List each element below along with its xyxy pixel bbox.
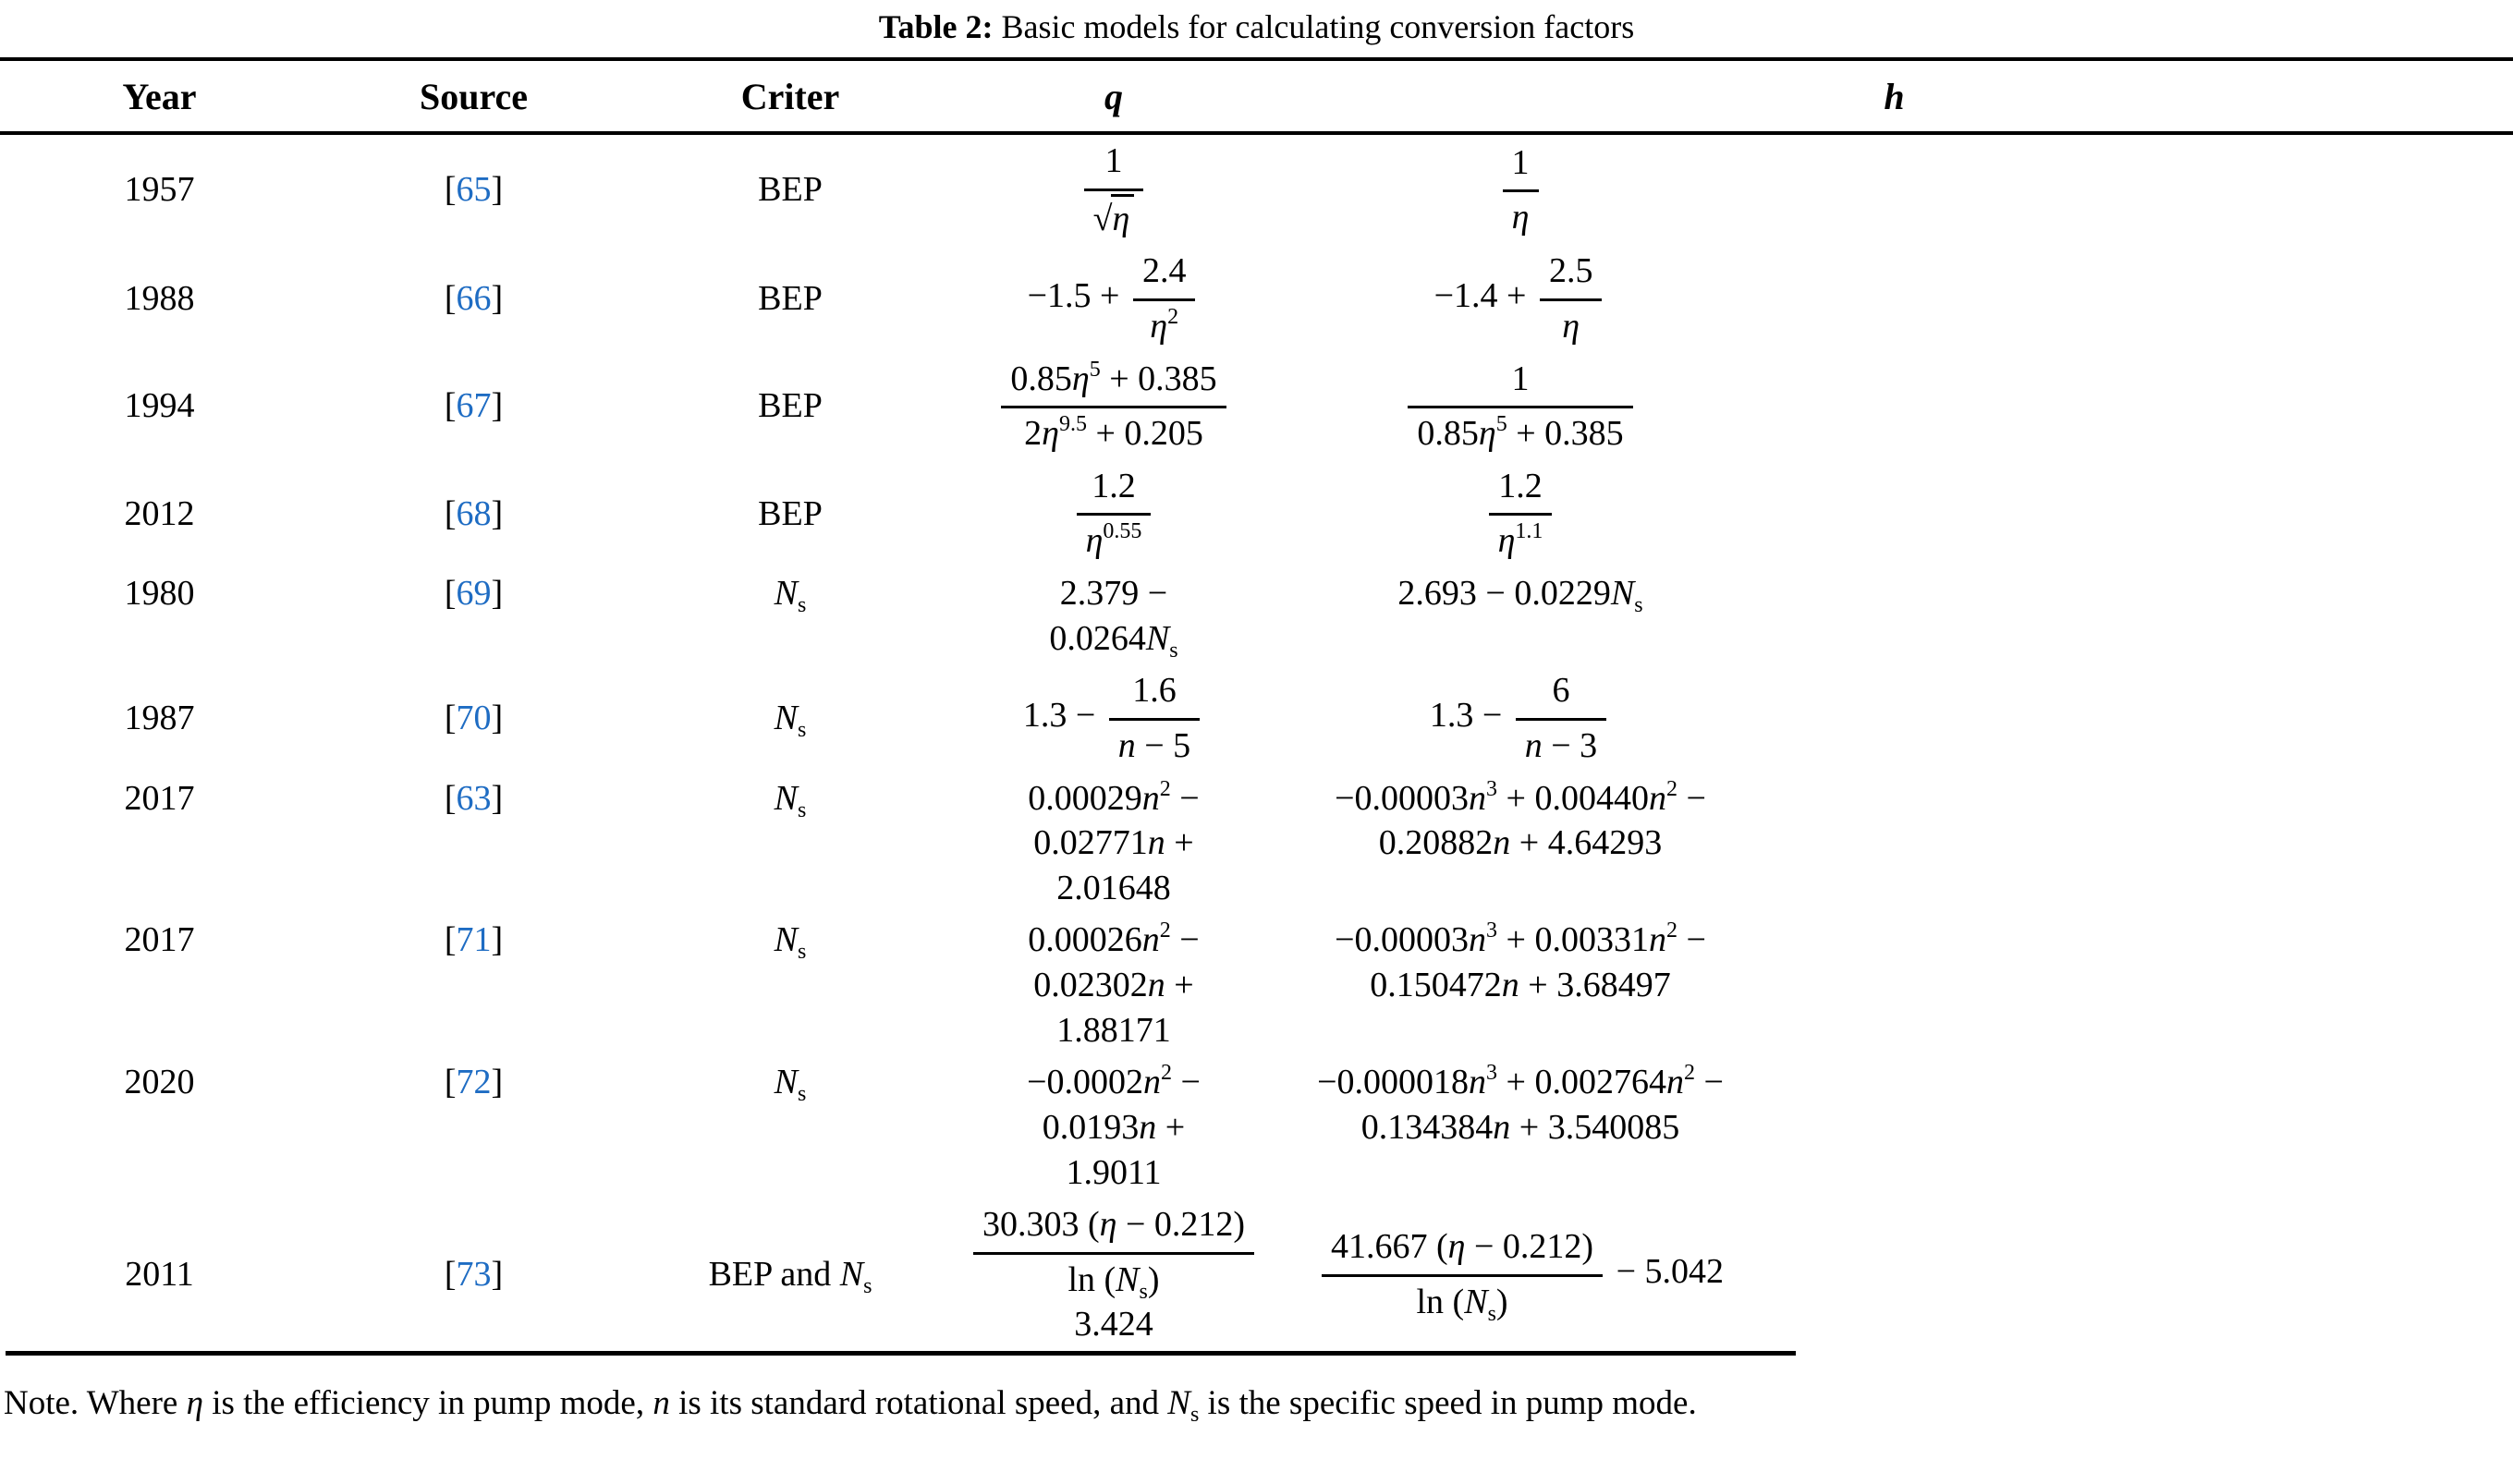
formula-line: 0.02771n + bbox=[1033, 823, 1194, 863]
fraction-numerator: 30.303 (η − 0.212) bbox=[982, 1205, 1246, 1245]
radicand bbox=[1111, 194, 1135, 242]
math-superscript: 1.1 bbox=[1515, 519, 1543, 544]
table-row bbox=[0, 353, 2513, 460]
fraction-numerator: 1.2 bbox=[1498, 466, 1543, 505]
year-cell: 1994 bbox=[124, 386, 195, 426]
formula-line bbox=[952, 357, 1275, 456]
source-cell bbox=[319, 776, 628, 821]
formula-line: $0.00026n^2$ − bbox=[1028, 918, 1200, 960]
fraction-numerator: 1 bbox=[1511, 142, 1530, 182]
math-superscript: 2 bbox=[1167, 304, 1179, 329]
math-variable: N bbox=[1464, 1283, 1488, 1322]
year-cell: 1987 bbox=[124, 699, 195, 738]
citation-bracket: [ bbox=[444, 493, 457, 533]
q-formula-cell bbox=[952, 571, 1275, 661]
fraction-numerator: 1 bbox=[1511, 359, 1530, 398]
math-superscript: 2 bbox=[1159, 918, 1171, 943]
formula-line bbox=[952, 464, 1275, 564]
h-formula-cell bbox=[1275, 464, 1765, 564]
fraction-denominator bbox=[1133, 298, 1196, 349]
math-variable: N bbox=[774, 574, 798, 613]
math-variable: η bbox=[1085, 521, 1104, 561]
year-cell: 1980 bbox=[124, 574, 195, 613]
math-subscript: s bbox=[1487, 1302, 1496, 1327]
formula-line: 0.134384n + 3.540085 bbox=[1360, 1107, 1680, 1147]
formula-line bbox=[952, 139, 1275, 241]
formula-line: −1.5 + $\frac{2.4}{\eta^2}$ bbox=[952, 249, 1275, 348]
math-variable: N bbox=[1116, 1259, 1140, 1299]
citation-link[interactable]: 67 bbox=[456, 386, 492, 426]
citation-bracket: ] bbox=[491, 1255, 504, 1295]
q-formula-cell bbox=[952, 1202, 1275, 1347]
h-formula-cell bbox=[1275, 140, 1765, 240]
math-subscript: s bbox=[1139, 1279, 1148, 1304]
math-variable: n bbox=[1469, 920, 1487, 960]
math-superscript: 5 bbox=[1089, 357, 1101, 382]
h-formula-cell bbox=[1275, 571, 1765, 616]
formula-line: $0.0264N_s$ bbox=[1049, 618, 1178, 663]
math-subscript: s bbox=[798, 1082, 807, 1107]
fraction-numerator: 2.4 bbox=[1141, 251, 1187, 291]
year-cell: 2017 bbox=[124, 920, 195, 960]
fraction-denominator bbox=[1503, 189, 1539, 240]
math-fraction bbox=[1077, 464, 1152, 564]
math-variable: η bbox=[1099, 1205, 1117, 1245]
math-sqrt bbox=[1093, 200, 1135, 238]
formula-line: $\frac{41.667 (\eta - 0.212)}{\ln (N_s)}$ − 5.042 bbox=[1275, 1224, 1765, 1324]
math-variable: n bbox=[1469, 778, 1487, 818]
citation-bracket: [ bbox=[444, 920, 457, 960]
math-variable: η bbox=[1150, 306, 1168, 346]
table-caption-text: Basic models for calculating conversion factors bbox=[993, 8, 1635, 45]
math-variable: η bbox=[186, 1384, 203, 1422]
math-subscript: s bbox=[798, 797, 807, 822]
math-superscript: 5 bbox=[1495, 412, 1507, 437]
math-variable: n bbox=[1648, 920, 1666, 960]
math-superscript: 3 bbox=[1486, 776, 1498, 801]
math-variable: N bbox=[774, 920, 798, 960]
math-superscript: 2 bbox=[1665, 776, 1677, 801]
fraction-denominator bbox=[1084, 189, 1144, 242]
table-row bbox=[0, 460, 2513, 567]
criter-cell bbox=[628, 571, 952, 616]
citation-link[interactable]: 66 bbox=[456, 279, 492, 319]
fraction-numerator: 1.6 bbox=[1132, 671, 1177, 711]
fraction-numerator: 1 bbox=[1104, 141, 1123, 180]
math-subscript: s bbox=[1189, 1403, 1200, 1427]
citation-link[interactable]: 71 bbox=[456, 920, 492, 960]
math-variable: N bbox=[839, 1255, 864, 1295]
formula-line: 1.9011 bbox=[1066, 1152, 1162, 1192]
citation-link[interactable]: 69 bbox=[456, 574, 492, 613]
math-fraction bbox=[1503, 140, 1539, 240]
h-formula-cell bbox=[1275, 357, 1765, 456]
formula-line: −1.4 + $\frac{2.5}{\eta}$ bbox=[1275, 249, 1765, 348]
formula-line bbox=[1275, 140, 1765, 240]
citation-bracket: ] bbox=[491, 279, 504, 319]
year-cell: 1988 bbox=[124, 279, 195, 319]
math-fraction bbox=[973, 1202, 1254, 1302]
source-cell bbox=[319, 383, 628, 429]
citation-bracket: [ bbox=[444, 1063, 457, 1102]
math-variable: n bbox=[1493, 1107, 1511, 1147]
math-variable: n bbox=[1665, 1063, 1684, 1102]
criter-cell: BEP bbox=[758, 386, 823, 426]
math-superscript: 3 bbox=[1486, 1061, 1498, 1086]
year-cell: 2012 bbox=[124, 493, 195, 533]
criter-cell: BEP bbox=[758, 279, 823, 319]
year-cell: 2017 bbox=[124, 778, 195, 818]
math-fraction bbox=[1001, 357, 1226, 456]
table-row bbox=[0, 1198, 2513, 1351]
formula-line: $0.00029n^2$ − bbox=[1028, 776, 1200, 818]
table-row bbox=[0, 567, 2513, 664]
math-variable: η bbox=[1447, 1227, 1466, 1267]
table-row bbox=[0, 914, 2513, 1056]
criter-cell bbox=[628, 1060, 952, 1105]
column-header-year: Year bbox=[122, 75, 197, 117]
math-superscript: 0.55 bbox=[1103, 519, 1142, 544]
math-variable: n bbox=[1147, 966, 1165, 1004]
source-cell bbox=[319, 492, 628, 537]
math-variable: n bbox=[1524, 725, 1543, 765]
table-row bbox=[0, 245, 2513, 352]
formula-line: 0.02302n + bbox=[1033, 966, 1194, 1004]
math-variable: η bbox=[1497, 521, 1516, 561]
fraction-denominator: $0.85\eta^5 + 0.385$ bbox=[1408, 406, 1632, 456]
fraction-denominator bbox=[1540, 298, 1603, 349]
citation-bracket: ] bbox=[491, 778, 504, 818]
math-fraction bbox=[1133, 249, 1196, 348]
citation-bracket: ] bbox=[491, 170, 504, 210]
citation-bracket: [ bbox=[444, 574, 457, 613]
math-variable: η bbox=[1562, 306, 1580, 346]
math-fraction bbox=[1540, 249, 1603, 348]
citation-link[interactable]: 65 bbox=[456, 170, 492, 210]
h-formula-cell bbox=[1275, 1224, 1765, 1327]
formula-line: 2.01648 bbox=[1056, 868, 1171, 907]
math-variable: n bbox=[1117, 725, 1136, 765]
q-formula-cell bbox=[952, 357, 1275, 456]
formula-line: $-0.00003n^3 + 0.00440n^2$ − bbox=[1335, 776, 1706, 818]
math-fraction bbox=[1408, 357, 1632, 456]
math-superscript: 2 bbox=[1665, 918, 1677, 943]
math-superscript: 3 bbox=[1486, 918, 1498, 943]
citation-bracket: [ bbox=[444, 386, 457, 426]
math-variable: n bbox=[653, 1384, 670, 1422]
criter-cell: BEP bbox=[758, 493, 823, 533]
fraction-denominator bbox=[1077, 513, 1152, 564]
formula-line bbox=[1275, 464, 1765, 564]
formula-line: 0.150472n + 3.68497 bbox=[1370, 966, 1671, 1004]
column-header-q: q bbox=[1104, 75, 1123, 117]
formula-line bbox=[1275, 357, 1765, 456]
fraction-numerator: 6 bbox=[1552, 671, 1570, 711]
math-fraction bbox=[1322, 1224, 1603, 1327]
citation-bracket: ] bbox=[491, 493, 504, 533]
formula-line: 0.20882n + 4.64293 bbox=[1378, 823, 1663, 863]
source-cell bbox=[319, 571, 628, 616]
year-cell: 2020 bbox=[124, 1063, 195, 1102]
citation-bracket: [ bbox=[444, 279, 457, 319]
formula-line: 1.88171 bbox=[1056, 1010, 1171, 1050]
criter-cell: BEP bbox=[758, 170, 823, 210]
math-variable: η bbox=[1071, 359, 1090, 398]
math-variable: n bbox=[1141, 778, 1160, 818]
table-caption bbox=[0, 0, 2513, 57]
math-variable: N bbox=[1610, 574, 1635, 613]
math-superscript: 9.5 bbox=[1058, 412, 1087, 437]
q-formula-cell bbox=[952, 918, 1275, 1052]
q-formula-cell bbox=[952, 776, 1275, 911]
source-cell bbox=[319, 1252, 628, 1297]
math-subscript: s bbox=[1634, 593, 1643, 617]
fraction-numerator: $0.85\eta^5 + 0.385$ bbox=[1010, 357, 1217, 398]
fraction-numerator: 2.5 bbox=[1548, 251, 1593, 291]
table-row bbox=[0, 772, 2513, 915]
citation-link[interactable]: 70 bbox=[456, 699, 492, 738]
fraction-denominator: $\ln (N_s)$ bbox=[1322, 1274, 1603, 1325]
column-header-h: h bbox=[1884, 75, 1905, 117]
math-fraction bbox=[1109, 668, 1200, 768]
math-subscript: s bbox=[798, 718, 807, 743]
q-formula-cell bbox=[952, 668, 1275, 768]
table-row bbox=[0, 1056, 2513, 1198]
formula-line: 1.3 − $\frac{1.6}{n - 5}$ bbox=[952, 668, 1275, 768]
formula-line: 0.0193n + bbox=[1042, 1107, 1186, 1147]
math-fraction bbox=[1516, 668, 1606, 768]
column-header-source: Source bbox=[419, 75, 529, 117]
math-variable: N bbox=[1167, 1384, 1190, 1422]
citation-link[interactable]: 72 bbox=[456, 1063, 492, 1102]
math-variable: N bbox=[1145, 618, 1170, 658]
fraction-denominator: n − 3 bbox=[1516, 718, 1606, 769]
table-caption-label: Table 2: bbox=[878, 8, 994, 45]
math-variable: N bbox=[774, 1063, 798, 1102]
table-body bbox=[0, 135, 2513, 1351]
math-subscript: s bbox=[863, 1274, 872, 1299]
column-header-criter: Criter bbox=[740, 75, 840, 117]
formula-line: 3.424 bbox=[1074, 1305, 1153, 1344]
radical-sign: √ bbox=[1092, 199, 1113, 238]
citation-link[interactable]: 63 bbox=[456, 778, 492, 818]
table-row bbox=[0, 664, 2513, 772]
citation-link[interactable]: 68 bbox=[456, 493, 492, 533]
math-fraction bbox=[1084, 139, 1144, 241]
q-formula-cell bbox=[952, 249, 1275, 348]
math-variable: η bbox=[1042, 414, 1059, 454]
q-formula-cell bbox=[952, 1060, 1275, 1195]
math-variable: n bbox=[1501, 966, 1519, 1004]
math-variable: n bbox=[1141, 920, 1160, 960]
criter-cell bbox=[628, 696, 952, 741]
table-header-row bbox=[0, 61, 2513, 131]
math-variable: n bbox=[1469, 1063, 1487, 1102]
formula-line: 1.3 − $\frac{6}{n - 3}$ bbox=[1275, 668, 1765, 768]
table-bottom-rule bbox=[6, 1351, 1796, 1356]
source-cell bbox=[319, 696, 628, 741]
fraction-denominator: n − 5 bbox=[1109, 718, 1200, 769]
citation-bracket: ] bbox=[491, 574, 504, 613]
math-superscript: 2 bbox=[1161, 1061, 1172, 1086]
math-variable: N bbox=[774, 778, 798, 818]
source-cell bbox=[319, 918, 628, 963]
math-variable: n bbox=[1139, 1107, 1157, 1147]
source-cell bbox=[319, 167, 628, 213]
math-variable: n bbox=[1493, 823, 1511, 863]
citation-link[interactable]: 73 bbox=[456, 1255, 492, 1295]
citation-bracket: ] bbox=[491, 386, 504, 426]
h-formula-cell bbox=[1275, 776, 1765, 866]
math-superscript: 2 bbox=[1159, 776, 1171, 801]
math-subscript: s bbox=[1169, 638, 1178, 663]
math-subscript: s bbox=[798, 593, 807, 617]
criter-cell bbox=[628, 918, 952, 963]
criter-cell: BEP and $N_s$ bbox=[708, 1255, 872, 1299]
source-cell bbox=[319, 1060, 628, 1105]
formula-line: $-0.0002n^2$ − bbox=[1027, 1061, 1201, 1102]
formula-line: $-0.00003n^3 + 0.00331n^2$ − bbox=[1335, 918, 1706, 960]
q-formula-cell bbox=[952, 139, 1275, 241]
fraction-denominator bbox=[1489, 513, 1553, 564]
formula-line: $2.693 - 0.0229N_s$ bbox=[1397, 574, 1643, 617]
citation-bracket: ] bbox=[491, 920, 504, 960]
citation-bracket: [ bbox=[444, 699, 457, 738]
year-cell: 2011 bbox=[125, 1255, 194, 1295]
math-variable: η bbox=[1511, 198, 1530, 237]
fraction-denominator: $2\eta^{9.5} + 0.205$ bbox=[1001, 406, 1226, 456]
h-formula-cell bbox=[1275, 668, 1765, 768]
year-cell: 1957 bbox=[124, 170, 195, 210]
math-variable: η bbox=[1112, 199, 1130, 238]
math-variable: n bbox=[1147, 823, 1165, 863]
table-note: Note. Where η is the efficiency in pump mode, n is its standard rotational speed, and $N_s$ is the specific speed in pump mode. bbox=[4, 1384, 1697, 1427]
h-formula-cell bbox=[1275, 249, 1765, 348]
h-formula-cell bbox=[1275, 918, 1765, 1007]
source-cell bbox=[319, 276, 628, 322]
formula-line bbox=[952, 1202, 1275, 1302]
math-variable: n bbox=[1648, 778, 1666, 818]
h-formula-cell bbox=[1275, 1060, 1765, 1149]
citation-bracket: [ bbox=[444, 778, 457, 818]
formula-line: 2.379 − bbox=[1059, 574, 1168, 613]
citation-bracket: [ bbox=[444, 1255, 457, 1295]
math-fraction bbox=[1489, 464, 1553, 564]
math-superscript: 2 bbox=[1683, 1061, 1695, 1086]
math-variable: N bbox=[774, 699, 798, 738]
table-row bbox=[0, 135, 2513, 245]
math-subscript: s bbox=[798, 940, 807, 965]
fraction-numerator: 41.667 (η − 0.212) bbox=[1330, 1227, 1594, 1267]
criter-cell bbox=[628, 776, 952, 821]
math-variable: n bbox=[1143, 1063, 1161, 1102]
citation-bracket: [ bbox=[444, 170, 457, 210]
citation-bracket: ] bbox=[491, 1063, 504, 1102]
q-formula-cell bbox=[952, 464, 1275, 564]
citation-bracket: ] bbox=[491, 699, 504, 738]
fraction-denominator: $\ln (N_s)$ bbox=[973, 1252, 1254, 1303]
fraction-numerator: 1.2 bbox=[1092, 466, 1136, 505]
math-variable: η bbox=[1478, 414, 1496, 454]
formula-line: $-0.000018n^3 + 0.002764n^2$ − bbox=[1317, 1061, 1724, 1102]
